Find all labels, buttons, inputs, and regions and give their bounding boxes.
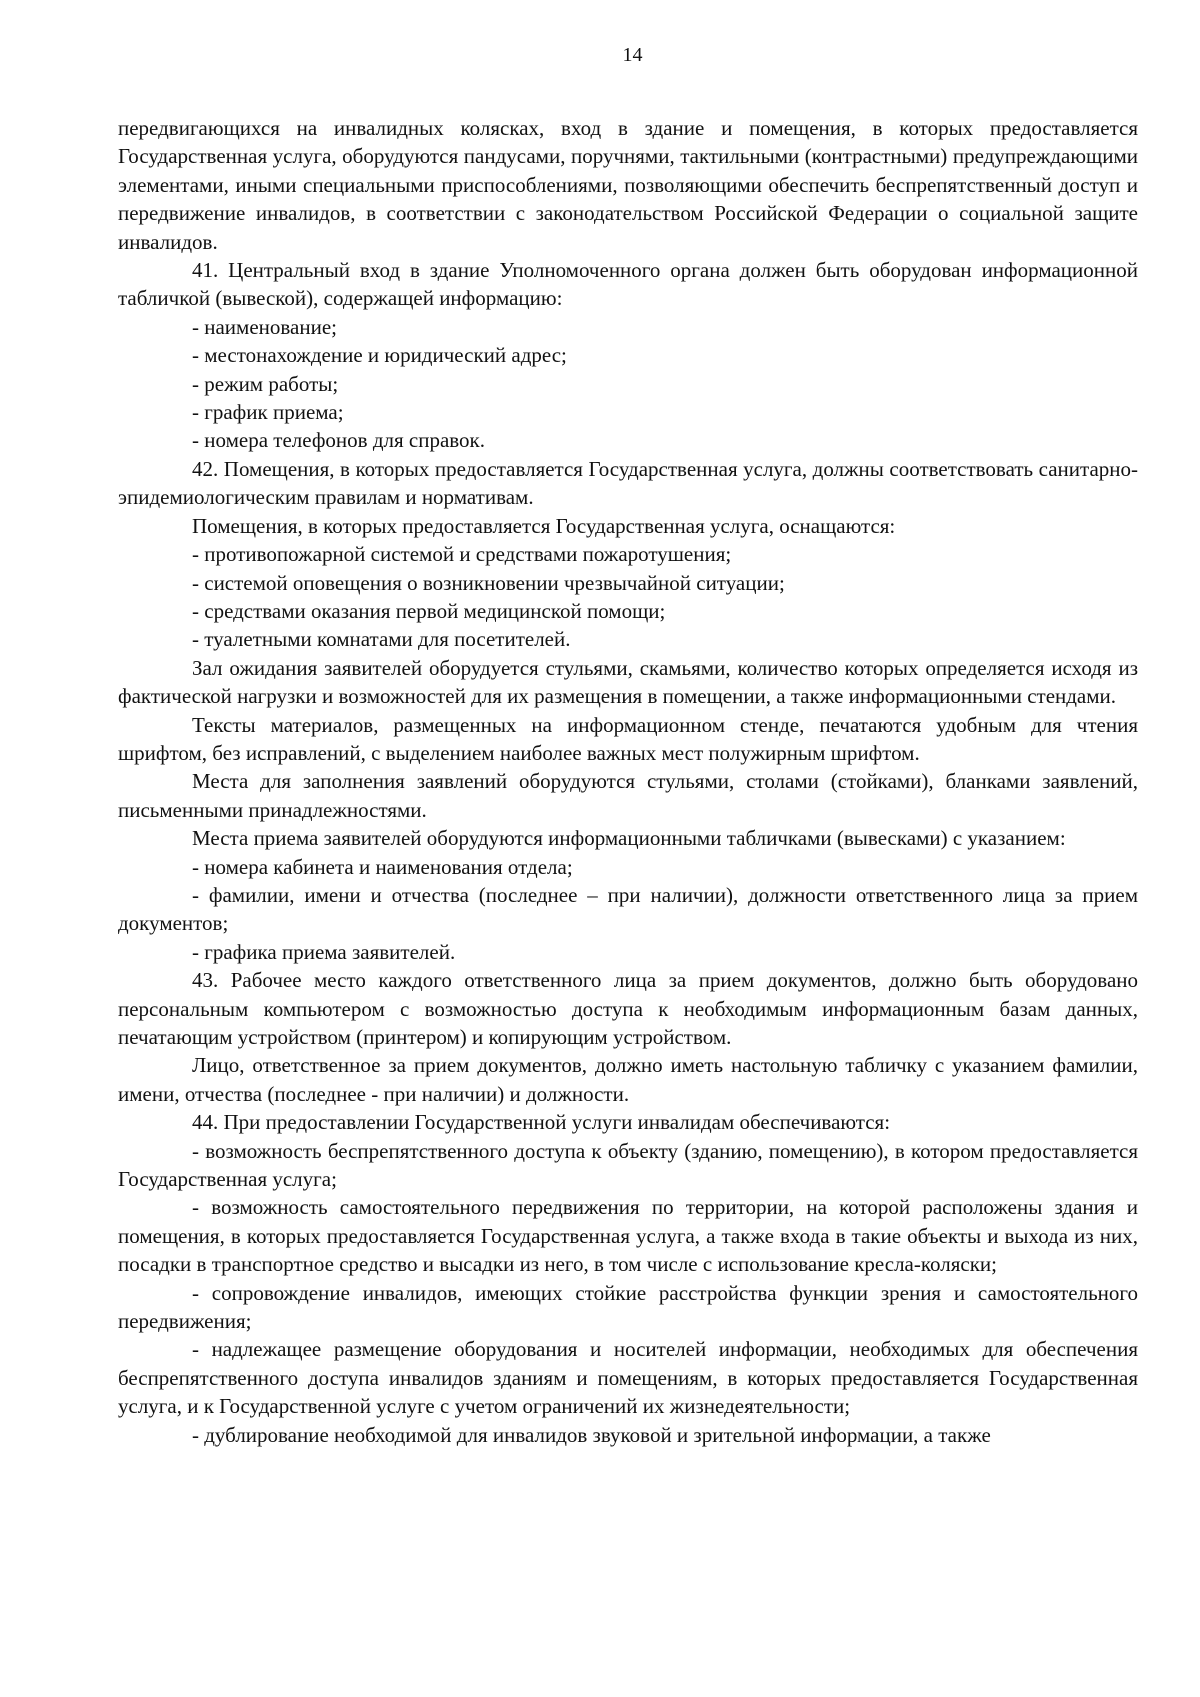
paragraph: - средствами оказания первой медицинской помощи; [192, 598, 666, 623]
paragraph: 43. Рабочее место каждого ответственного лица за прием документов, должно быть оборудовано персональным компьютером с возможностью доступа к необходимым информационным базам данных, печатающим устройством (принтером) и копирующим устройством. [118, 968, 1138, 1049]
page-number: 14 [622, 44, 643, 66]
paragraph: - надлежащее размещение оборудования и носителей информации, необходимых для обеспечения беспрепятственного доступа инвалидов зданиям и помещениям, в которых предоставляется Государственная услуга, и к Государственной услуге с учетом ограничений их жизнедеятельности; [118, 1337, 1138, 1419]
paragraph: 41. Центральный вход в здание Уполномоченного органа должен быть оборудован информационной табличкой (вывеской), содержащей информацию: [118, 258, 1138, 311]
paragraph: - номера кабинета и наименования отдела; [192, 854, 573, 879]
paragraph: - режим работы; [192, 371, 339, 396]
paragraph: Лицо, ответственное за прием документов, должно иметь настольную табличку с указанием фамилии, имени, отчества (последнее - при наличии) и должности. [118, 1053, 1138, 1106]
paragraph: 44. При предоставлении Государственной услуги инвалидам обеспечиваются: [192, 1110, 891, 1135]
paragraph: Тексты материалов, размещенных на информационном стенде, печатаются удобным для чтения шрифтом, без исправлений, с выделением наиболее важных мест полужирным шрифтом. [118, 712, 1138, 765]
paragraph: - возможность беспрепятственного доступа к объекту (зданию, помещению), в котором предоставляется Государственная услуга; [118, 1138, 1138, 1192]
paragraph: - дублирование необходимой для инвалидов звуковой и зрительной информации, а также [192, 1422, 991, 1447]
paragraph: - системой оповещения о возникновении чрезвычайной ситуации; [192, 570, 785, 595]
paragraph: - сопровождение инвалидов, имеющих стойкие расстройства функции зрения и самостоятельного передвижения; [118, 1280, 1138, 1334]
paragraph: Места для заполнения заявлений оборудуются стульями, столами (стойками), бланками заявлений, письменными принадлежностями. [118, 769, 1138, 822]
paragraph: - местонахождение и юридический адрес; [192, 343, 567, 368]
paragraph: Помещения, в которых предоставляется Государственная услуга, оснащаются: [192, 513, 896, 538]
paragraph: Места приема заявителей оборудуются информационными табличками (вывесками) с указанием: [192, 826, 1066, 851]
paragraph: - туалетными комнатами для посетителей. [192, 627, 571, 652]
paragraph: передвигающихся на инвалидных колясках, вход в здание и помещения, в которых предоставляется Государственная услуга, оборудуются пандусами, поручнями, тактильными (контрастными) предупреждающими элементами, иными специальными приспособлениями, позволяющими обеспечить беспрепятственный доступ и передвижение инвалидов, в соответствии с законодательством Российской Федерации о социальной защите инвалидов. [118, 116, 1138, 254]
paragraph: - возможность самостоятельного передвижения по территории, на которой расположены здания и помещения, в которых предоставляется Государственная услуга, а также входа в такие объекты и выхода из них, посадки в транспортное средство и высадки из него, в том числе с использование кресла-коляски; [118, 1195, 1138, 1277]
paragraph: - противопожарной системой и средствами пожаротушения; [192, 542, 732, 567]
paragraph: - графика приема заявителей. [192, 939, 456, 964]
paragraph: - наименование; [192, 314, 337, 339]
paragraph: - номера телефонов для справок. [192, 428, 486, 453]
paragraph: - фамилии, имени и отчества (последнее – при наличии), должности ответственного лица за прием документов; [118, 882, 1138, 936]
paragraph: Зал ожидания заявителей оборудуется стульями, скамьями, количество которых определяется исходя из фактической нагрузки и возможностей для их размещения в помещении, а также информационными стендами. [118, 655, 1138, 709]
paragraph: 42. Помещения, в которых предоставляется Государственная услуга, должны соответствовать санитарно-эпидемиологическим правилам и нормативам. [118, 456, 1138, 510]
document-body [118, 114, 1138, 1449]
paragraph: - график приема; [192, 400, 344, 425]
